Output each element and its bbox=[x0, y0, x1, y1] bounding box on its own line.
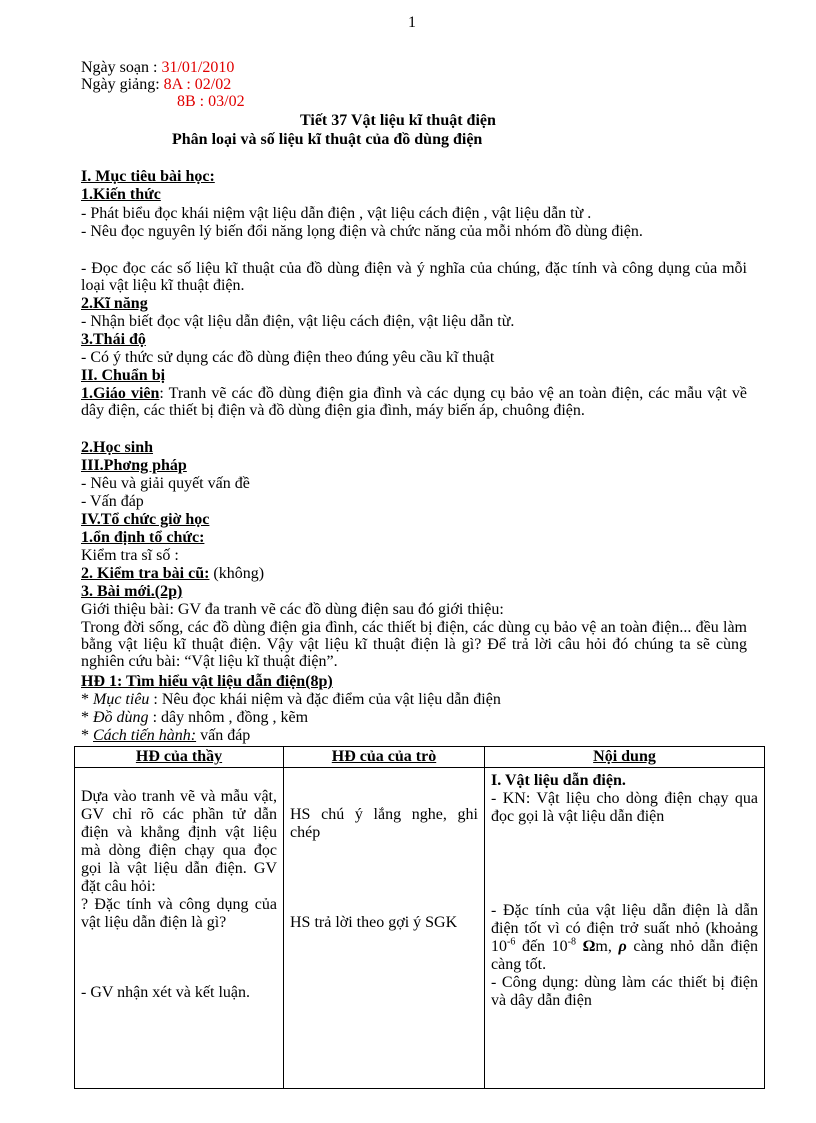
teacher-activity-1: Dựa vào tranh vẽ và mẫu vật, GV chỉ rõ các phần tử dẫn điện và khẳng định vật liệu mà dòng điện chạy qua đọc gọi là vật liệu dẫn điện. GV đặt câu hỏi: bbox=[81, 788, 277, 895]
page-number: 1 bbox=[408, 14, 416, 31]
rho-symbol: ρ bbox=[618, 938, 627, 955]
content-usage: - Công dụng: dùng làm các thiết bị điện và dây dẫn điện bbox=[491, 974, 758, 1009]
heading-new-lesson: 3. Bài mới.(2p) bbox=[81, 583, 183, 600]
content-properties: - Đặc tính của vật liệu dẫn điện là dẫn điện tốt vì có điện trở suất nhỏ (khoảng $10^{-6}$ đến $10^{-8}$ Ωm, ρ càng nhỏ dẫn điện càng tốt. bbox=[491, 902, 758, 973]
old-lesson-check bbox=[81, 565, 747, 582]
heading-skills: 2.Kĩ năng bbox=[81, 295, 148, 312]
procedure-label: Cách tiến hành: bbox=[93, 727, 197, 744]
activity-procedure: * Cách tiến hành: vấn đáp bbox=[81, 727, 251, 744]
heading-knowledge: 1.Kiến thức bbox=[81, 186, 161, 203]
tools-text: : dây nhôm , đồng , kẽm bbox=[148, 709, 309, 726]
section-organization: IV.Tổ chức giờ học bbox=[81, 511, 210, 528]
table-header-row bbox=[75, 747, 765, 768]
ohm-symbol: Ω bbox=[576, 938, 596, 955]
header-content: Nội dung bbox=[485, 747, 765, 768]
content-title: I. Vật liệu dẫn điện. bbox=[491, 772, 626, 789]
attendance-check: Kiểm tra sĩ số : bbox=[81, 547, 179, 564]
teach-date-8a: 8A : 02/02 bbox=[163, 76, 232, 93]
activity-objective: * Mục tiêu : Nêu đọc khái niệm và đặc điểm của vật liệu dẫn điện bbox=[81, 691, 501, 708]
teacher-cell bbox=[75, 768, 284, 1089]
method-item-1: - Nêu và giải quyết vấn đề bbox=[81, 475, 250, 492]
teacher-prep-text: : Tranh vẽ các đồ dùng điện gia đình và các dụng cụ bảo vệ an toàn điện, các mẫu vật về dây điện, các thiết bị điện và đồ dùng điện gia đình, máy biến áp, chuông điện. bbox=[81, 385, 747, 419]
prep-date-value: 31/01/2010 bbox=[161, 59, 235, 76]
activity-1-heading: HĐ 1: Tìm hiểu vật liệu dẫn điện(8p) bbox=[81, 673, 333, 690]
student-activity-1: HS chú ý lắng nghe, ghi chép bbox=[290, 806, 478, 841]
objective-label: Mục tiêu bbox=[93, 691, 150, 708]
method-item-2: - Vấn đáp bbox=[81, 493, 144, 510]
content-cell bbox=[485, 768, 765, 1089]
knowledge-item-2: - Nêu đọc nguyên lý biến đổi năng lọng điện và chức năng của mỗi nhóm đồ dùng điện. bbox=[81, 223, 643, 240]
header-teacher: HĐ của thầy bbox=[75, 747, 284, 768]
lesson-subtitle: Phân loại và số liệu kĩ thuật của đồ dùng điện bbox=[172, 131, 483, 148]
teacher-prep bbox=[81, 385, 747, 419]
activity-tools: * Đồ dùng : dây nhôm , đồng , kẽm bbox=[81, 709, 309, 726]
exponent-1: -6 bbox=[507, 936, 516, 948]
section-method: III.Phơng pháp bbox=[81, 457, 187, 474]
section-objectives: I. Mục tiêu bài học: bbox=[81, 168, 215, 185]
objective-text: : Nêu đọc khái niệm và đặc điểm của vật liệu dẫn điện bbox=[149, 691, 501, 708]
heading-student: 2.Học sinh bbox=[81, 439, 154, 456]
teach-date-line bbox=[81, 77, 231, 93]
student-activity-2: HS trả lời theo gợi ý SGK bbox=[290, 914, 458, 931]
exponent-2: -8 bbox=[567, 936, 576, 948]
teach-date-8b: 8B : 03/02 bbox=[177, 93, 245, 110]
knowledge-item-1: - Phát biểu đọc khái niệm vật liệu dẫn điện , vật liệu cách điện , vật liệu dẫn từ . bbox=[81, 205, 592, 222]
prep-date-label: Ngày soạn : bbox=[81, 59, 162, 76]
old-lesson-note: (không) bbox=[209, 565, 265, 582]
activity-table bbox=[74, 746, 765, 1089]
lesson-intro-paragraph: Trong đời sống, các đồ dùng điện gia đình, các thiết bị điện, các dùng cụ bảo vệ an toàn điện... đều làm bằng vật liệu kĩ thuật điện. Vậy vật liệu kĩ thuật điện là gì? Để trả lời câu hỏi đó chúng ta sẽ cùng nghiên cứu bài: “Vật liệu kĩ thuật điện”. bbox=[81, 619, 747, 670]
student-cell bbox=[284, 768, 485, 1089]
prep-date-line bbox=[81, 60, 234, 76]
teacher-conclusion: - GV nhận xét và kết luận. bbox=[81, 984, 250, 1001]
heading-stabilize: 1.ổn định tổ chức: bbox=[81, 529, 205, 546]
skills-item: - Nhận biết đọc vật liệu dẫn điện, vật liệu cách điện, vật liệu dẫn từ. bbox=[81, 313, 515, 330]
teacher-question: ? Đặc tính và công dụng của vật liệu dẫn điện là gì? bbox=[81, 896, 277, 931]
heading-attitude: 3.Thái độ bbox=[81, 331, 146, 348]
table-row bbox=[75, 768, 765, 1089]
header-student: HĐ của của trò bbox=[284, 747, 485, 768]
procedure-text: vấn đáp bbox=[196, 727, 251, 744]
attitude-item: - Có ý thức sử dụng các đồ dùng điện theo đúng yêu cầu kĩ thuật bbox=[81, 349, 495, 366]
heading-old-lesson: 2. Kiểm tra bài cũ: bbox=[81, 565, 210, 582]
content-definition: - KN: Vật liệu cho dòng điện chạy qua đọc gọi là vật liệu dẫn điện bbox=[491, 790, 758, 825]
teach-date-label: Ngày giảng: bbox=[81, 76, 164, 93]
lesson-intro: Giới thiệu bài: GV đa tranh vẽ các đồ dùng điện sau đó giới thiệu: bbox=[81, 601, 504, 618]
lesson-title: Tiết 37 Vật liệu kĩ thuật điện bbox=[300, 112, 496, 129]
knowledge-item-3: - Đọc đọc các số liệu kĩ thuật của đồ dùng điện và ý nghĩa của chúng, đặc tính và công dụng của mỗi loại vật liệu kĩ thuật điện. bbox=[81, 260, 747, 294]
heading-teacher: 1.Giáo viên bbox=[81, 385, 160, 402]
tools-label: Đồ dùng bbox=[93, 709, 149, 726]
section-preparation: II. Chuẩn bị bbox=[81, 367, 166, 384]
